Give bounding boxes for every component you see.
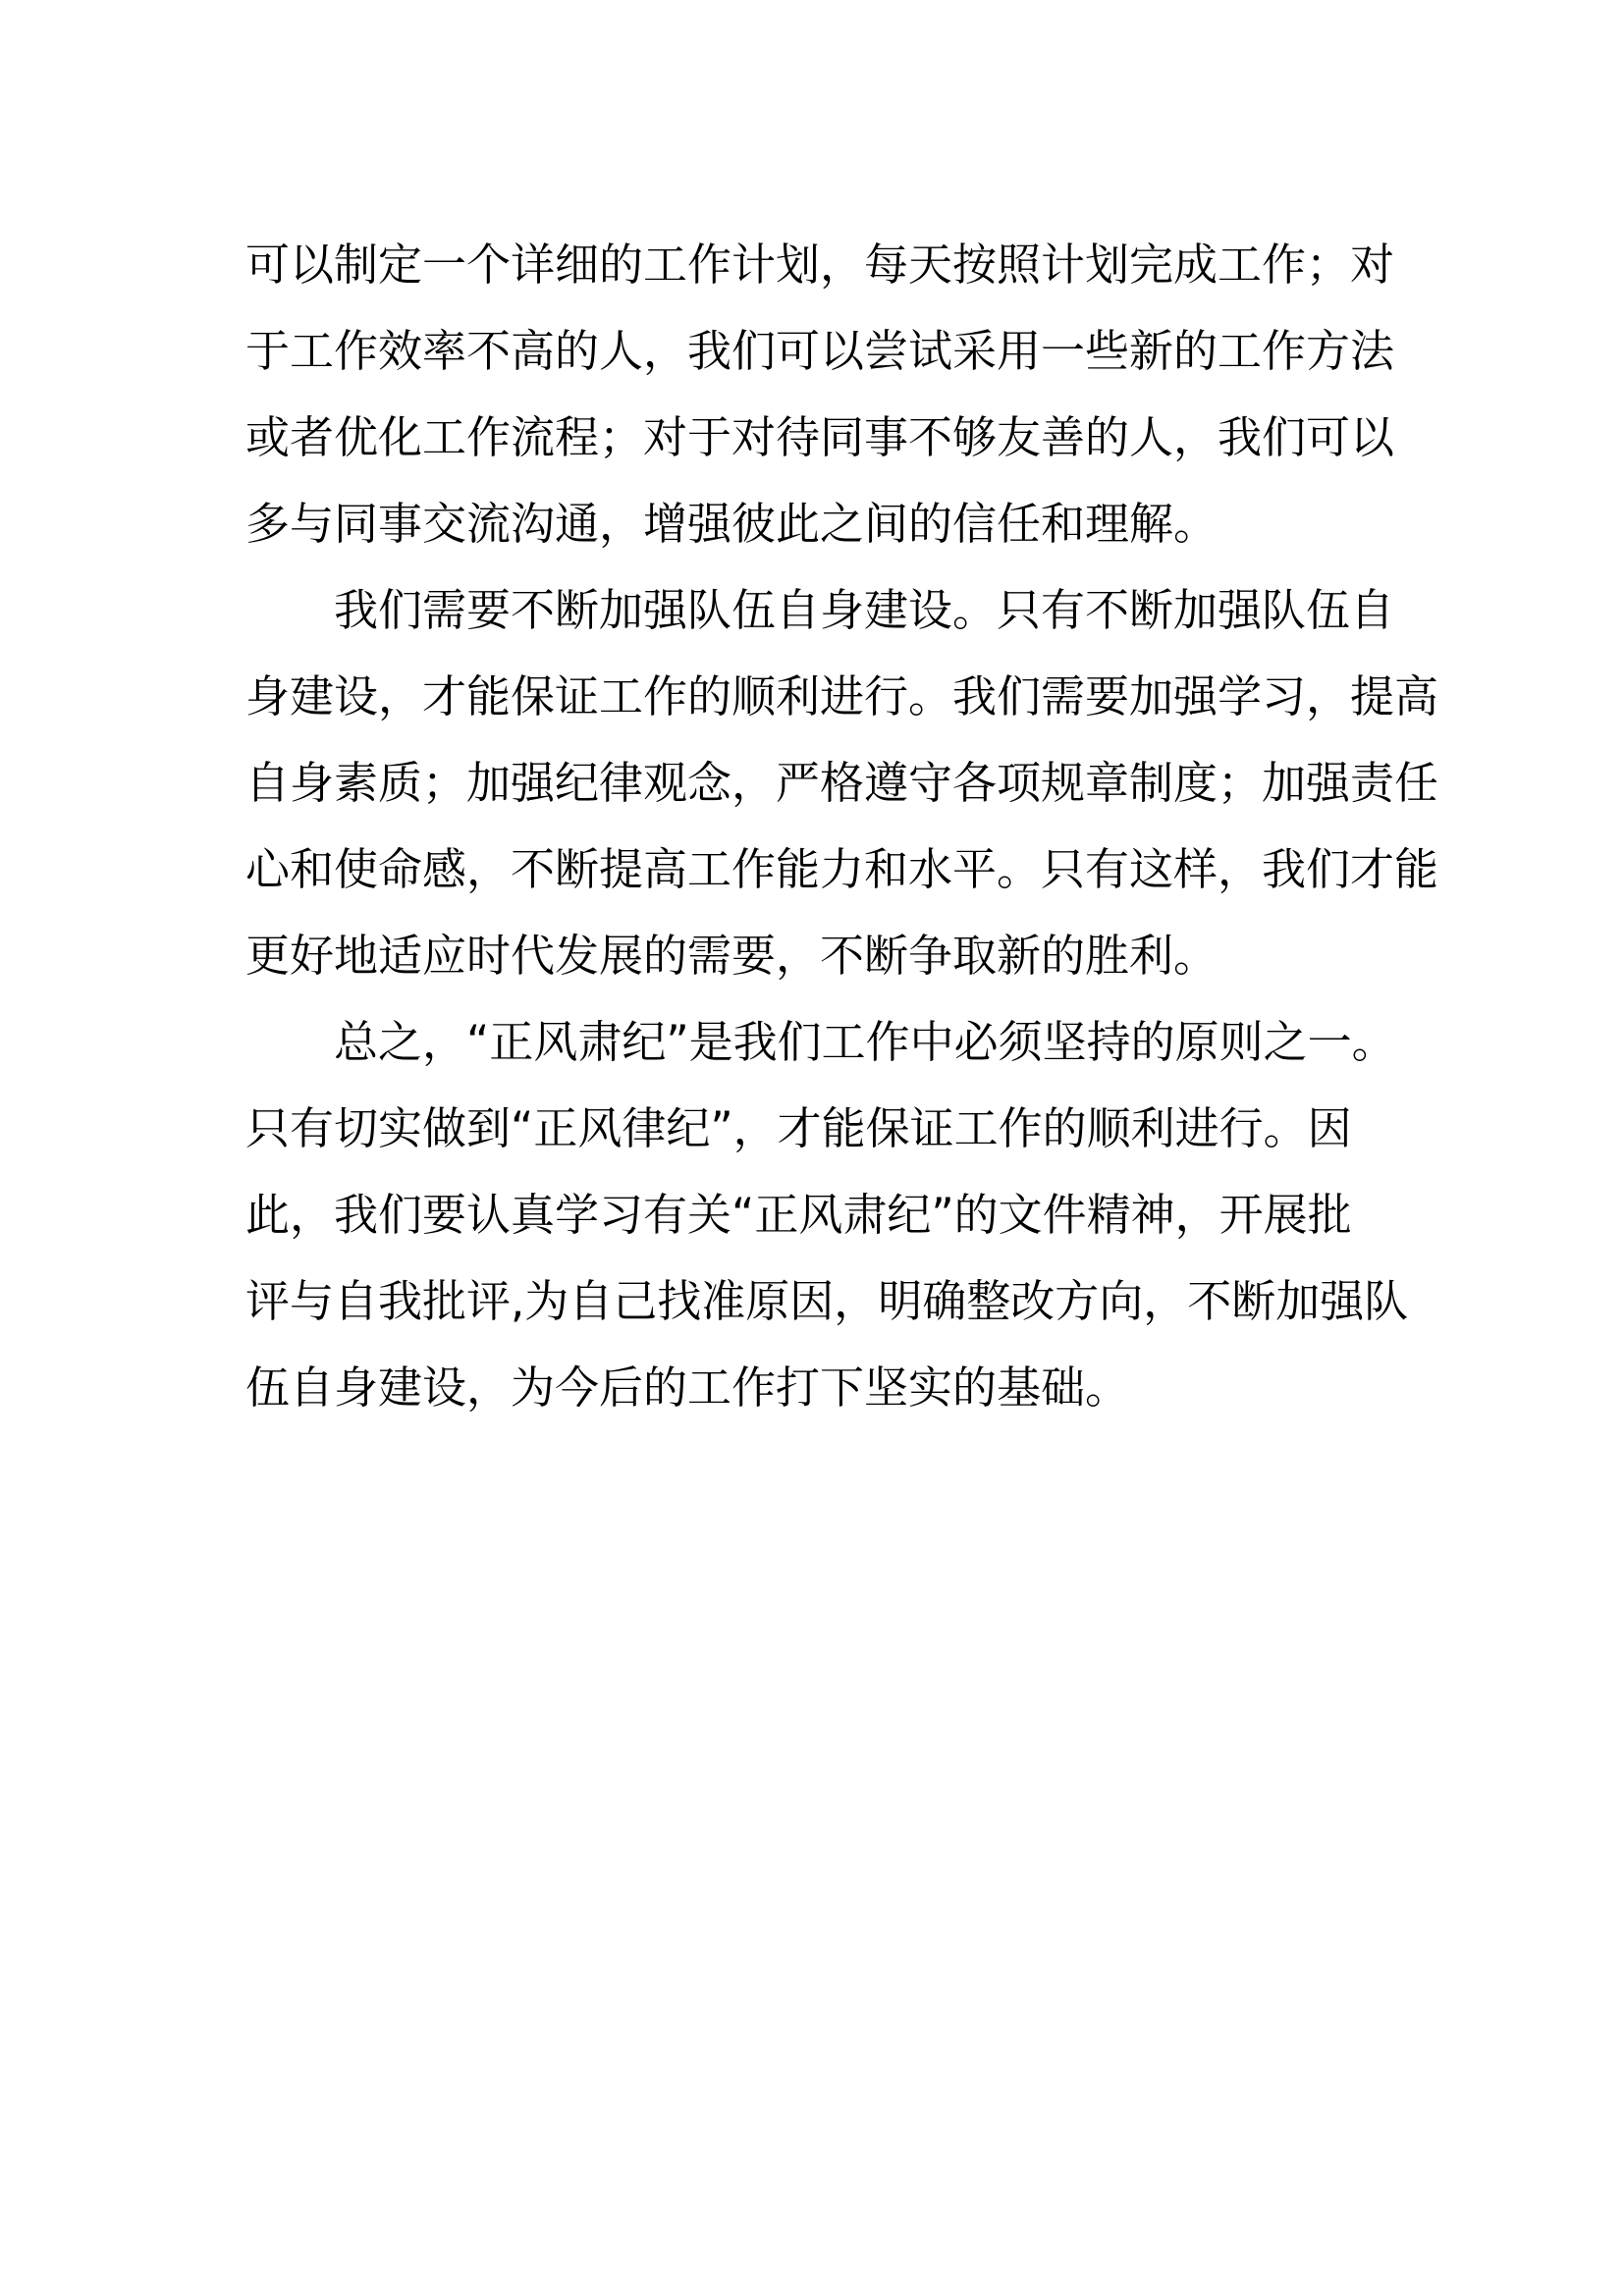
text-line: 自身素质；加强纪律观念，严格遵守各项规章制度；加强责任 (245, 757, 1439, 809)
text-line: 伍自身建设，为今后的工作打下坚实的基础。 (245, 1362, 1130, 1414)
paragraph-3 (245, 999, 1409, 1431)
text-line: 多与同事交流沟通，增强彼此之间的信任和理解。 (245, 498, 1218, 550)
document-body (245, 222, 1439, 1431)
text-line: 此，我们要认真学习有关“正风肃纪”的文件精神，开展批 (245, 1189, 1352, 1241)
text-line: 可以制定一个详细的工作计划，每天按照计划完成工作；对 (245, 239, 1395, 291)
text-line: 只有切实做到“正风律纪”，才能保证工作的顺利进行。因 (245, 1102, 1352, 1154)
text-line: 更好地适应时代发展的需要，不断争取新的胜利。 (245, 930, 1218, 982)
text-line: 于工作效率不高的人，我们可以尝试采用一些新的工作方法 (245, 325, 1395, 377)
text-line: 心和使命感，不断提高工作能力和水平。只有这样，我们才能 (245, 843, 1439, 895)
text-line: 总之，“正风肃纪”是我们工作中必须坚持的原则之一。 (245, 1016, 1396, 1068)
text-line: 身建设，才能保证工作的顺利进行。我们需要加强学习，提高 (245, 670, 1439, 722)
text-line: 评与自我批评,为自己找准原因，明确整改方向，不断加强队 (245, 1275, 1409, 1327)
paragraph-2 (245, 567, 1439, 999)
text-line: 或者优化工作流程；对于对待同事不够友善的人，我们可以 (245, 411, 1395, 463)
paragraph-1 (245, 222, 1394, 567)
text-line: 我们需要不断加强队伍自身建设。只有不断加强队伍自 (245, 584, 1395, 636)
